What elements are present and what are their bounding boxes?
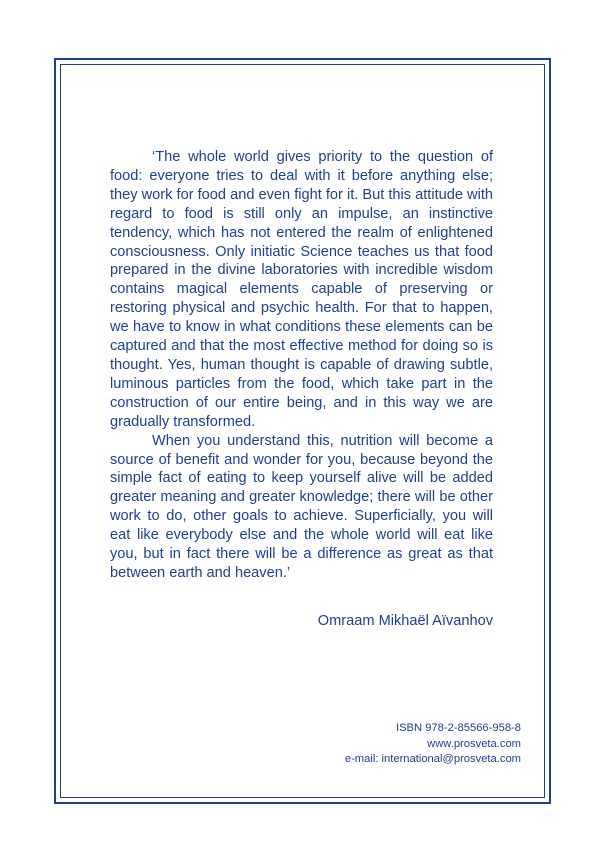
quote-block (110, 148, 493, 583)
quote-paragraph-1: ‘The whole world gives priority to the question of food: everyone tries to deal with it before anything else; they work for food and even fight for it. But this attitude with regard to food is still only an impulse, an instinctive tendency, which has not entered the realm of enlightened consciousness. Only initiatic Science teaches us that food prepared in the divine laboratories with incredible wisdom contains magical elements capable of preserving or restoring physical and psychic health. For that to happen, we have to know in what conditions these elements can be captured and that the most effective method for doing so is thought. Yes, human thought is capable of drawing subtle, luminous particles from the food, which take part in the construction of our entire being, and in this way we are gradually transformed. (110, 149, 493, 430)
website-link[interactable]: www.prosveta.com (427, 737, 521, 750)
isbn-text: ISBN 978-2-85566-958-8 (395, 722, 521, 734)
quote-paragraph-2: When you understand this, nutrition will become a source of benefit and wonder for you, because beyond the simple fact of eating to keep yourself alive will be added greater meaning and greater knowledge; there will be other work to do, other goals to achieve. Superficially, you will eat like everybody else and the whole world will eat like you, but in fact there will be a difference as great as that between earth and heaven.’ (110, 432, 493, 581)
email-text[interactable]: e-mail: international@prosveta.com (344, 753, 521, 765)
publisher-info (300, 721, 521, 768)
quote-author: Omraam Mikhaël Aïvanhov (317, 613, 493, 629)
